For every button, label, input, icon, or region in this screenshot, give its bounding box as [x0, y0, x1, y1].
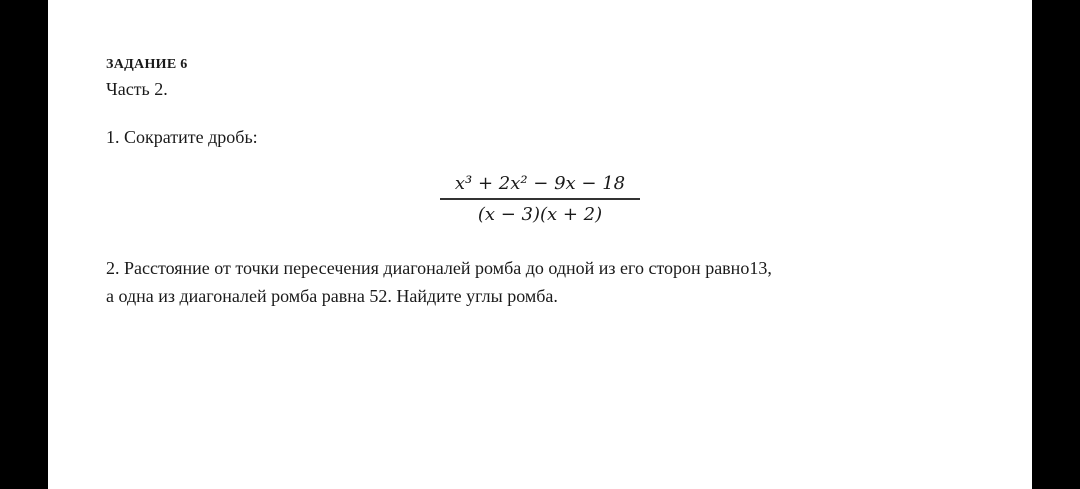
part-label: Часть 2.: [106, 79, 168, 99]
question-2-text: [106, 254, 1006, 310]
fraction-bar: [440, 198, 640, 200]
question-1-text: 1. Сократите дробь:: [106, 127, 258, 147]
fraction-expression: [440, 172, 640, 227]
fraction-denominator: (x − 3)(x + 2): [477, 204, 603, 225]
question-2-line-2: а одна из диагоналей ромба равна 52. Найдите углы ромба.: [106, 286, 558, 306]
fraction-numerator: x³ + 2x² − 9x − 18: [454, 173, 626, 194]
task-header: ЗАДАНИЕ 6: [106, 57, 188, 72]
document-page: [48, 0, 1032, 489]
question-2-line-1: 2. Расстояние от точки пересечения диагоналей ромба до одной из его сторон равно13,: [106, 258, 772, 278]
